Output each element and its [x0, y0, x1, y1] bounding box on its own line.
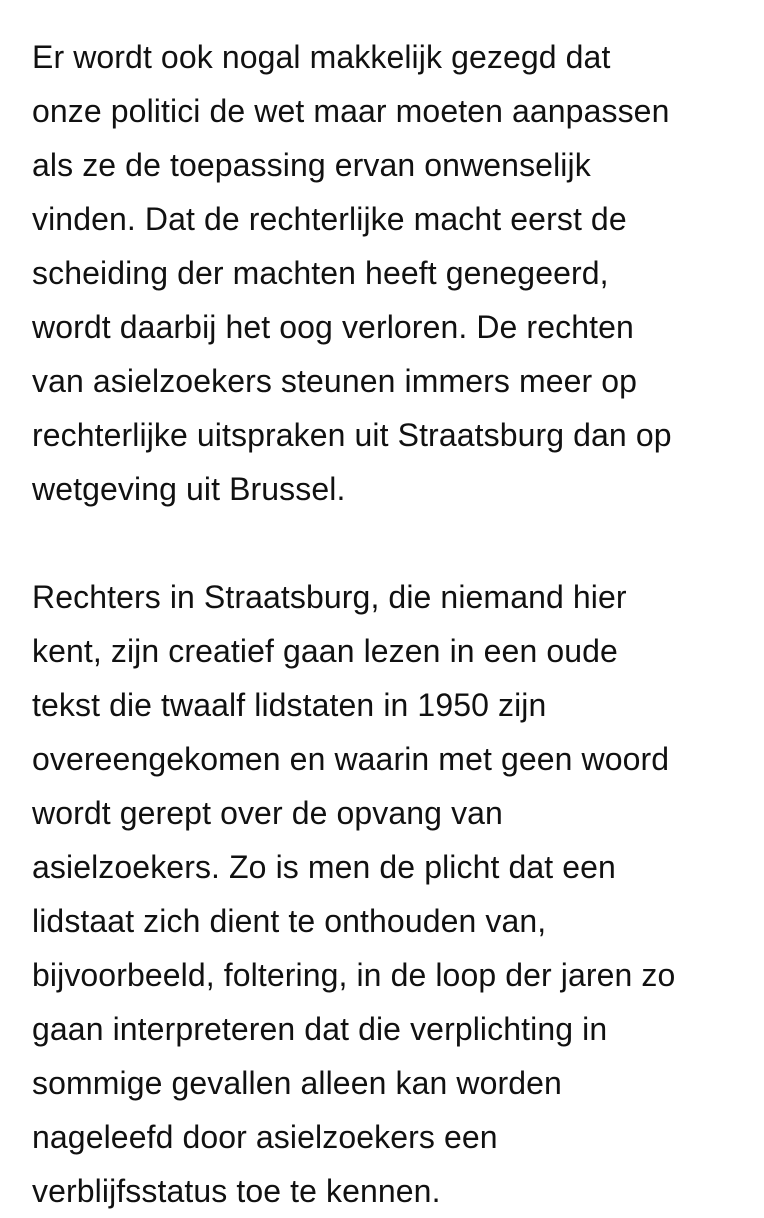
paragraph-line: van asielzoekers steunen immers meer op — [32, 363, 638, 399]
paragraph-line: verblijfsstatus toe te kennen. — [32, 1173, 441, 1209]
paragraph-line: gaan interpreteren dat die verplichting in — [32, 1011, 608, 1047]
paragraph-line: lidstaat zich dient te onthouden van, — [32, 903, 547, 939]
paragraph-line: wordt gerept over de opvang van — [32, 795, 503, 831]
paragraph-line: asielzoekers. Zo is men de plicht dat een — [32, 849, 616, 885]
paragraph-line: onze politici de wet maar moeten aanpassen — [32, 93, 670, 129]
paragraph-line: wordt daarbij het oog verloren. De rechten — [32, 309, 634, 345]
paragraph-line: kent, zijn creatief gaan lezen in een oude — [32, 633, 618, 669]
paragraph-line: scheiding der machten heeft genegeerd, — [32, 255, 609, 291]
paragraph-line: overeengekomen en waarin met geen woord — [32, 741, 670, 777]
paragraph-line: wetgeving uit Brussel. — [32, 471, 346, 507]
paragraph-line: bijvoorbeeld, foltering, in de loop der jaren zo — [32, 957, 676, 993]
paragraph-line: tekst die twaalf lidstaten in 1950 zijn — [32, 687, 547, 723]
paragraph-2 — [32, 570, 764, 1218]
paragraph-line: als ze de toepassing ervan onwenselijk — [32, 147, 591, 183]
paragraph-line: rechterlijke uitspraken uit Straatsburg dan op — [32, 417, 672, 453]
paragraph-line: nageleefd door asielzoekers een — [32, 1119, 498, 1155]
paragraph-line: sommige gevallen alleen kan worden — [32, 1065, 562, 1101]
paragraph-1 — [32, 30, 764, 516]
paragraph-line: vinden. Dat de rechterlijke macht eerst de — [32, 201, 627, 237]
paragraph-line: Er wordt ook nogal makkelijk gezegd dat — [32, 39, 611, 75]
paragraph-line: Rechters in Straatsburg, die niemand hier — [32, 579, 627, 615]
